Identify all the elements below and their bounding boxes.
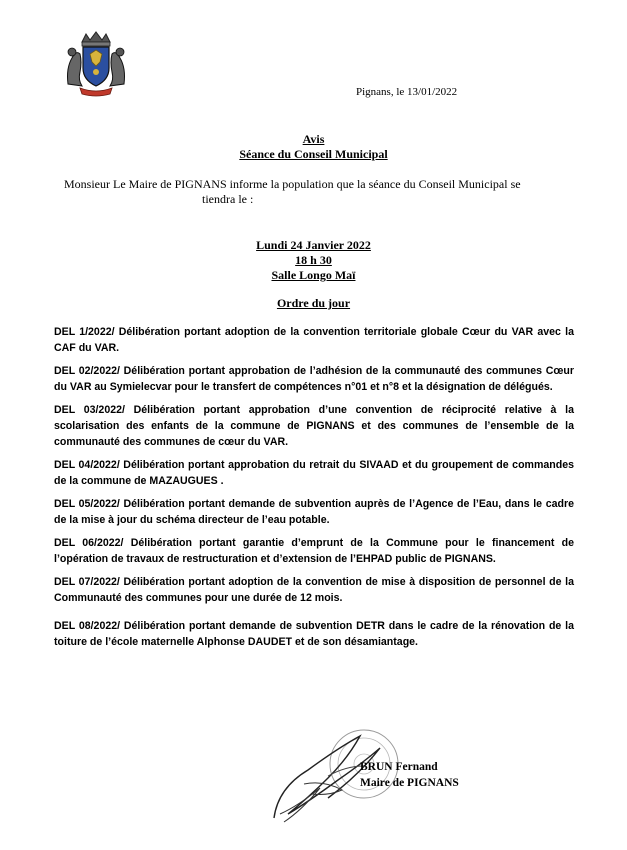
- municipal-crest-logo: [60, 28, 132, 100]
- notice-subtitle: Séance du Conseil Municipal: [239, 147, 388, 161]
- signatory-name: BRUN Fernand: [360, 761, 438, 773]
- meeting-venue: Salle Longo Maï: [271, 268, 356, 282]
- agenda-item: DEL 03/2022/ Délibération portant approbation d’une convention de réciprocité relative à la scolarisation des enfants de la commune de PIGNANS et des communes de l’ensemble de la communauté des communes de cœur du VAR.: [54, 404, 574, 448]
- meeting-date: Lundi 24 Janvier 2022: [256, 238, 371, 252]
- agenda-item: DEL 07/2022/ Délibération portant adoption de la convention de mise à disposition de personnel de la Communauté des communes pour une durée de 12 mois.: [54, 576, 574, 604]
- agenda-item: DEL 08/2022/ Délibération portant demande de subvention DETR dans le cadre de la rénovation de la toiture de l’école maternelle Alphonse DAUDET et de son désamiantage.: [54, 620, 574, 648]
- signatory-role: Maire de PIGNANS: [360, 777, 459, 789]
- agenda-heading: Ordre du jour: [276, 296, 351, 310]
- intro-line-1: Monsieur Le Maire de PIGNANS informe la population que la séance du Conseil Municipal se: [64, 177, 521, 191]
- place-and-date: Pignans, le 13/01/2022: [356, 86, 458, 98]
- notice-title: Avis: [302, 132, 325, 146]
- agenda-item: DEL 05/2022/ Délibération portant demande de subvention auprès de l’Agence de l’Eau, dans le cadre de la mise à jour du schéma directeur de l’eau potable.: [54, 498, 574, 526]
- agenda-list: [54, 324, 574, 657]
- intro-line-2: tiendra le :: [202, 192, 254, 206]
- signature-block: [360, 759, 459, 791]
- intro-paragraph: [64, 177, 578, 207]
- agenda-item: DEL 06/2022/ Délibération portant garantie d’emprunt de la Commune pour le financement de l’opération de travaux de restructuration et d’extension de l’EHPAD public de PIGNANS.: [54, 537, 574, 565]
- agenda-item: DEL 1/2022/ Délibération portant adoption de la convention territoriale globale Cœur du VAR avec la CAF du VAR.: [54, 326, 574, 354]
- agenda-item: DEL 04/2022/ Délibération portant approbation du retrait du SIVAAD et du groupement de commandes de la commune de MAZAUGUES .: [54, 459, 574, 487]
- agenda-item: DEL 02/2022/ Délibération portant approbation de l’adhésion de la communauté des communes Cœur du VAR au Symielecvar pour le transfert de compétences n°01 et n°8 et la désignation de délégués.: [54, 365, 574, 393]
- meeting-time: 18 h 30: [295, 253, 332, 267]
